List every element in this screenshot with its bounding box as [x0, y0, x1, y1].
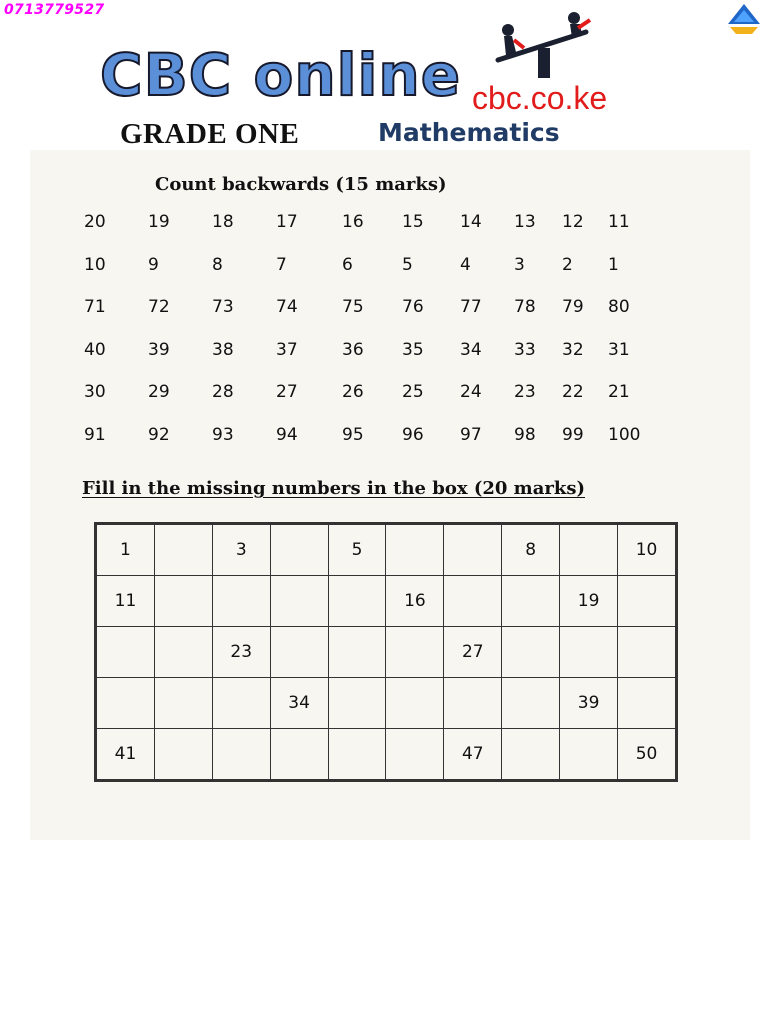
- section1-heading: Count backwards (15 marks): [155, 174, 447, 195]
- missing-numbers-table: [96, 524, 676, 780]
- number-cell: 39: [560, 678, 618, 729]
- box-row: [97, 729, 676, 780]
- number-cell: 99: [562, 424, 584, 445]
- blank-cell[interactable]: [97, 627, 155, 678]
- number-cell: 5: [402, 254, 413, 275]
- number-cell: 10: [84, 254, 106, 275]
- number-cell: 3: [212, 525, 270, 576]
- blank-cell[interactable]: [386, 729, 444, 780]
- number-cell: 9: [148, 254, 159, 275]
- number-cell: 22: [562, 382, 584, 403]
- number-cell: 37: [276, 339, 298, 360]
- blank-cell[interactable]: [328, 729, 386, 780]
- blank-cell[interactable]: [212, 576, 270, 627]
- number-cell: 73: [212, 297, 234, 318]
- number-cell: 97: [460, 424, 482, 445]
- number-cell: 16: [386, 576, 444, 627]
- number-cell: 6: [342, 254, 353, 275]
- number-cell: 78: [514, 297, 536, 318]
- phone-number: 0713779527: [4, 2, 105, 18]
- blank-cell[interactable]: [212, 678, 270, 729]
- number-cell: 4: [460, 254, 471, 275]
- blank-cell[interactable]: [502, 627, 560, 678]
- box-row: [97, 525, 676, 576]
- number-cell: 29: [148, 382, 170, 403]
- number-cell: 27: [276, 382, 298, 403]
- blank-cell[interactable]: [502, 576, 560, 627]
- number-cell: 41: [97, 729, 155, 780]
- number-cell: 14: [460, 212, 482, 232]
- number-cell: 2: [562, 254, 573, 275]
- number-cell: 16: [342, 212, 364, 232]
- number-cell: 5: [328, 525, 386, 576]
- number-cell: 24: [460, 382, 482, 403]
- number-cell: 10: [618, 525, 676, 576]
- section2-heading: Fill in the missing numbers in the box (20 marks): [82, 478, 585, 499]
- logo-icon: [724, 2, 764, 42]
- number-cell: 15: [402, 212, 424, 232]
- number-cell: 3: [514, 254, 525, 275]
- blank-cell[interactable]: [618, 627, 676, 678]
- number-cell: 47: [444, 729, 502, 780]
- number-cell: 13: [514, 212, 536, 232]
- number-cell: 20: [84, 212, 106, 232]
- number-cell: 8: [212, 254, 223, 275]
- blank-cell[interactable]: [328, 627, 386, 678]
- number-cell: 19: [148, 212, 170, 232]
- number-cell: 35: [402, 339, 424, 360]
- number-cell: 95: [342, 424, 364, 445]
- number-cell: 17: [276, 212, 298, 232]
- number-cell: 77: [460, 297, 482, 318]
- number-cell: 11: [608, 212, 630, 232]
- number-cell: 91: [84, 424, 106, 445]
- blank-cell[interactable]: [444, 525, 502, 576]
- number-cell: 71: [84, 297, 106, 318]
- number-cell: 98: [514, 424, 536, 445]
- number-cell: 19: [560, 576, 618, 627]
- number-cell: 100: [608, 424, 641, 445]
- number-cell: 12: [562, 212, 584, 232]
- blank-cell[interactable]: [154, 576, 212, 627]
- number-cell: 96: [402, 424, 424, 445]
- number-cell: 76: [402, 297, 424, 318]
- blank-cell[interactable]: [618, 678, 676, 729]
- box-row: [97, 576, 676, 627]
- blank-cell[interactable]: [618, 576, 676, 627]
- number-cell: 7: [276, 254, 287, 275]
- grade-title: GRADE ONE: [120, 118, 300, 150]
- number-cell: 23: [514, 382, 536, 403]
- number-cell: 34: [460, 339, 482, 360]
- seesaw-icon: [494, 12, 594, 86]
- number-cell: 33: [514, 339, 536, 360]
- number-cell: 94: [276, 424, 298, 445]
- number-cell: 79: [562, 297, 584, 318]
- box-row: [97, 678, 676, 729]
- blank-cell[interactable]: [560, 729, 618, 780]
- number-cell: 8: [502, 525, 560, 576]
- number-cell: 39: [148, 339, 170, 360]
- blank-cell[interactable]: [97, 678, 155, 729]
- box-row: [97, 627, 676, 678]
- subject-title: Mathematics: [378, 118, 560, 147]
- blank-cell[interactable]: [386, 627, 444, 678]
- number-cell: 11: [97, 576, 155, 627]
- blank-cell[interactable]: [328, 678, 386, 729]
- number-cell: 34: [270, 678, 328, 729]
- blank-cell[interactable]: [270, 576, 328, 627]
- blank-cell[interactable]: [444, 576, 502, 627]
- blank-cell[interactable]: [386, 678, 444, 729]
- number-cell: 38: [212, 339, 234, 360]
- blank-cell[interactable]: [270, 627, 328, 678]
- number-cell: 31: [608, 339, 630, 360]
- number-cell: 80: [608, 297, 630, 318]
- number-cell: 26: [342, 382, 364, 403]
- blank-cell[interactable]: [154, 729, 212, 780]
- number-cell: 25: [402, 382, 424, 403]
- site-domain: cbc.co.ke: [472, 80, 608, 116]
- number-cell: 72: [148, 297, 170, 318]
- blank-cell[interactable]: [328, 576, 386, 627]
- blank-cell[interactable]: [154, 627, 212, 678]
- number-cell: 75: [342, 297, 364, 318]
- number-cell: 40: [84, 339, 106, 360]
- blank-cell[interactable]: [270, 525, 328, 576]
- number-cell: 50: [618, 729, 676, 780]
- number-cell: 28: [212, 382, 234, 403]
- number-cell: 27: [444, 627, 502, 678]
- number-cell: 30: [84, 382, 106, 403]
- number-cell: 32: [562, 339, 584, 360]
- number-cell: 1: [97, 525, 155, 576]
- blank-cell[interactable]: [502, 678, 560, 729]
- number-cell: 1: [608, 254, 619, 275]
- blank-cell[interactable]: [154, 525, 212, 576]
- blank-cell[interactable]: [212, 729, 270, 780]
- missing-numbers-box: [94, 522, 678, 782]
- number-cell: 21: [608, 382, 630, 403]
- number-cell: 74: [276, 297, 298, 318]
- blank-cell[interactable]: [270, 729, 328, 780]
- blank-cell[interactable]: [386, 525, 444, 576]
- number-cell: 23: [212, 627, 270, 678]
- blank-cell[interactable]: [444, 678, 502, 729]
- number-cell: 93: [212, 424, 234, 445]
- number-cell: 92: [148, 424, 170, 445]
- blank-cell[interactable]: [154, 678, 212, 729]
- number-cell: 18: [212, 212, 234, 232]
- blank-cell[interactable]: [502, 729, 560, 780]
- blank-cell[interactable]: [560, 627, 618, 678]
- blank-cell[interactable]: [560, 525, 618, 576]
- number-cell: 36: [342, 339, 364, 360]
- brand-title: CBC online: [100, 41, 462, 109]
